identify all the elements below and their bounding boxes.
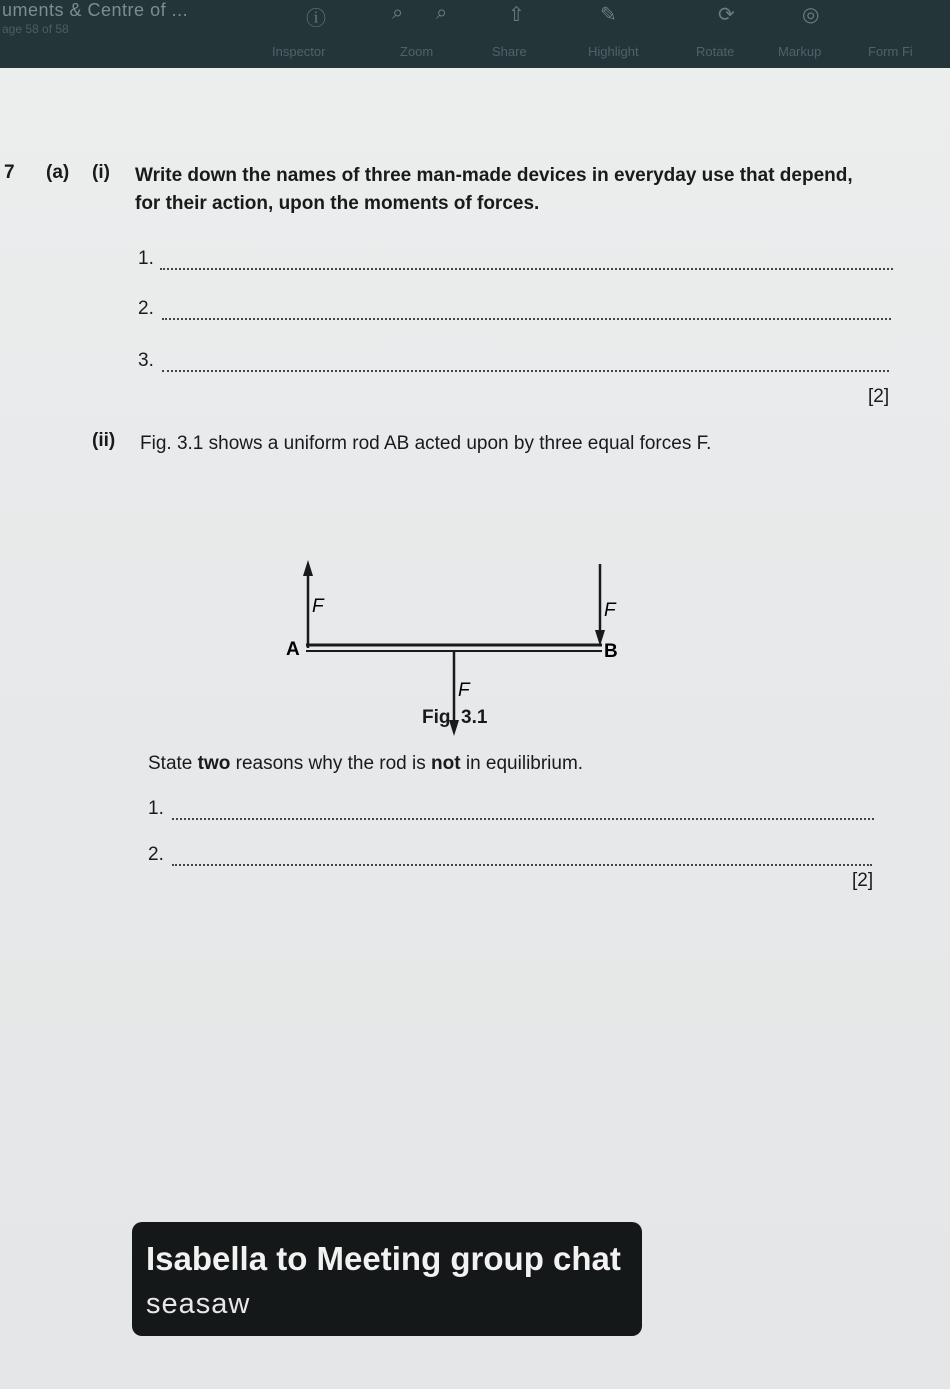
marks-ii: [2] xyxy=(852,870,874,891)
answer-ii-1-number: 1. xyxy=(148,798,164,819)
highlight-icon[interactable]: ✎ xyxy=(600,4,617,26)
answer-i-1[interactable] xyxy=(138,248,893,274)
answer-i-1-number: 1. xyxy=(138,248,154,269)
marks-i: [2] xyxy=(868,386,890,407)
question-ii-prompt xyxy=(148,752,583,776)
tool-inspector[interactable]: Inspector xyxy=(272,44,326,59)
question-ii-text: Fig. 3.1 shows a uniform rod AB acted upon by three equal forces F. xyxy=(140,433,712,454)
ii-prompt-pre: State xyxy=(148,753,198,774)
tool-markup[interactable]: Markup xyxy=(778,44,822,59)
figure-caption: Fig. 3.1 xyxy=(422,707,488,728)
force-label-middle: F xyxy=(458,680,470,701)
answer-i-1-line[interactable] xyxy=(160,268,893,270)
ii-prompt-emphasis-two: two xyxy=(197,753,231,774)
ii-prompt-post: in equilibrium. xyxy=(460,753,584,774)
tool-zoom[interactable]: Zoom xyxy=(400,44,434,59)
force-label-b: F xyxy=(604,600,616,621)
ii-prompt-emphasis-not: not xyxy=(431,753,461,774)
i-line1-post: man-made devices in everyday use that depend, xyxy=(411,165,853,186)
answer-i-3-number: 3. xyxy=(138,350,154,371)
sub-ii-label: (ii) xyxy=(92,430,116,451)
message-notification[interactable] xyxy=(132,1222,642,1336)
answer-ii-2-number: 2. xyxy=(148,844,164,865)
answer-i-2-line[interactable] xyxy=(162,318,891,320)
answer-ii-1[interactable] xyxy=(148,798,874,824)
arrow-up-icon xyxy=(303,560,313,576)
answer-ii-2[interactable] xyxy=(148,844,872,870)
question-i-line1 xyxy=(135,164,853,188)
answer-i-2-number: 2. xyxy=(138,298,154,319)
i-line1-pre: Write down the names of xyxy=(135,165,365,186)
info-icon[interactable]: ⓘ xyxy=(306,8,326,30)
rotate-icon[interactable]: ⟳ xyxy=(718,4,735,26)
ii-prompt-mid: reasons why the rod is xyxy=(230,753,432,774)
answer-ii-1-line[interactable] xyxy=(172,818,874,820)
answer-i-3-line[interactable] xyxy=(162,370,889,372)
force-label-a: F xyxy=(312,596,324,617)
i-line1-emphasis: three xyxy=(364,165,412,186)
tool-highlight[interactable]: Highlight xyxy=(588,44,639,59)
tool-rotate[interactable]: Rotate xyxy=(696,44,735,59)
tool-form-fill[interactable]: Form Fi xyxy=(868,44,913,59)
notification-body: seasaw xyxy=(146,1288,251,1320)
notification-title: Isabella to Meeting group chat xyxy=(146,1240,621,1277)
share-icon[interactable]: ⇧ xyxy=(508,4,525,26)
zoom-in-icon[interactable]: ⌕ xyxy=(436,2,448,24)
zoom-out-icon[interactable]: ⌕ xyxy=(392,2,404,24)
document-title: uments & Centre of ... xyxy=(2,0,189,20)
question-i-line2: for their action, upon the moments of forces. xyxy=(135,193,540,214)
end-label-b: B xyxy=(604,641,618,662)
tool-share[interactable]: Share xyxy=(492,44,527,59)
viewer-toolbar xyxy=(0,0,950,68)
end-label-a: A xyxy=(286,639,300,660)
answer-i-3[interactable] xyxy=(138,350,889,376)
sub-i-label: (i) xyxy=(92,162,110,183)
answer-ii-2-line[interactable] xyxy=(172,864,872,866)
document-page xyxy=(0,68,950,1389)
answer-i-2[interactable] xyxy=(138,298,891,324)
markup-icon[interactable]: ◎ xyxy=(802,4,820,26)
question-number: 7 xyxy=(4,162,15,183)
part-a-label: (a) xyxy=(46,162,70,183)
page-indicator: age 58 of 58 xyxy=(2,22,69,36)
